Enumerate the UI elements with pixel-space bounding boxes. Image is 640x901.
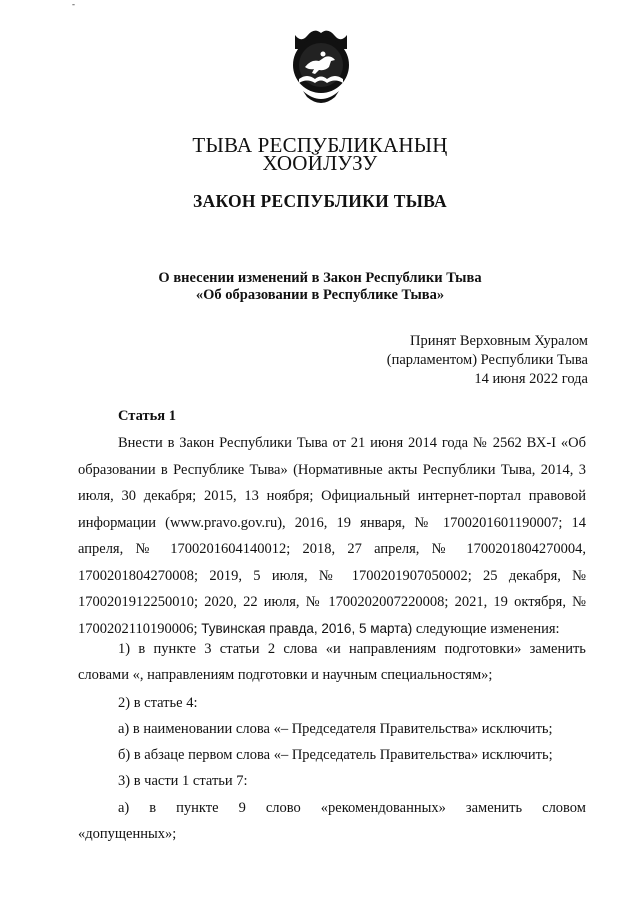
- item-3a-word-2: пункте: [176, 800, 219, 816]
- item-1-word-2: пункте: [153, 641, 196, 657]
- adopted-line-2: (парламентом) Республики Тыва: [386, 352, 588, 368]
- emblem-icon: [285, 27, 357, 107]
- item-1-word-3: 3: [204, 641, 212, 657]
- item-2: 2) в статье 4:: [118, 695, 198, 711]
- item-1-continuation: словами «, направлениям подготовки и научным специальностям»;: [78, 667, 493, 683]
- item-1-word-4: статьи: [219, 641, 260, 657]
- item-1-word-1: в: [138, 641, 146, 657]
- item-1-word-10: заменить: [529, 641, 586, 657]
- item-3a-continuation: «допущенных»;: [78, 826, 177, 842]
- subject-line-2: «Об образовании в Республике Тыва»: [195, 287, 445, 303]
- item-3a-word-7: словом: [542, 800, 586, 816]
- intro-main-text: Внести в Закон Республики Тыва от 21 июня 2014 года № 2562 ВХ-I «Об образовании в Республике Тыва» (Нормативные акты Республики Тыва, 2014, 3 июля, 30 декабря; 2015, 13 ноября; Официальный интернет-портал правовой информации (www.pravo.gov.ru), 2016, 19 января, № 1700201601190007; 14 апреля, № 1700201604140012; 2018, 27 апреля, № 1700201804270004, 1700201804270008; 2019, 5 июля, № 1700201907050002; 25 декабря, № 1700201912250010; 2020, 22 июля, № 1700202007220008; 2021, 19 октября, № 1700202110190006;: [78, 435, 586, 637]
- item-3a-word-0: а): [118, 800, 130, 816]
- item-1-word-8: направлениям: [349, 641, 437, 657]
- item-1-word-5: 2: [267, 641, 276, 657]
- adopted-date: 14 июня 2022 года: [474, 371, 588, 387]
- intro-source-text: Тувинская правда, 2016, 5 марта): [197, 620, 413, 636]
- coat-of-arms-emblem: [285, 27, 357, 107]
- article-heading: Статья 1: [118, 408, 176, 424]
- item-3a-word-3: 9: [238, 800, 246, 816]
- intro-end-text: следующие изменения:: [412, 620, 560, 637]
- item-3a-word-6: заменить: [465, 800, 523, 816]
- item-1-word-0: 1): [118, 641, 131, 657]
- item-2b: б) в абзаце первом слова «– Председатель Правительства» исключить;: [118, 747, 553, 763]
- item-3a-word-4: слово: [265, 800, 301, 816]
- article-intro-paragraph: [78, 430, 586, 642]
- item-3a-word-5: «рекомендованных»: [320, 800, 446, 816]
- item-3a-word-1: в: [149, 800, 157, 816]
- law-title: ЗАКОН РЕСПУБЛИКИ ТЫВА: [192, 191, 447, 211]
- adopted-line-1: Принят Верховным Хуралом: [410, 333, 588, 349]
- item-3: 3) в части 1 статьи 7:: [118, 773, 248, 789]
- item-2a: а) в наименовании слова «– Председателя Правительства» исключить;: [118, 721, 553, 737]
- item-1-word-6: слова: [283, 641, 318, 657]
- item-1-word-7: «и: [325, 641, 341, 657]
- corner-mark: -: [72, 0, 75, 9]
- item-1-word-9: подготовки»: [444, 641, 522, 657]
- header-line-1: ТЫВА РЕСПУБЛИКАНЫҢ: [192, 133, 448, 157]
- item-3a-line: [118, 800, 586, 817]
- item-1-line: [118, 641, 586, 658]
- header-line-2: ХООЙЛУЗУ: [262, 151, 378, 175]
- subject-line-1: О внесении изменений в Закон Республики Тыва: [158, 270, 482, 286]
